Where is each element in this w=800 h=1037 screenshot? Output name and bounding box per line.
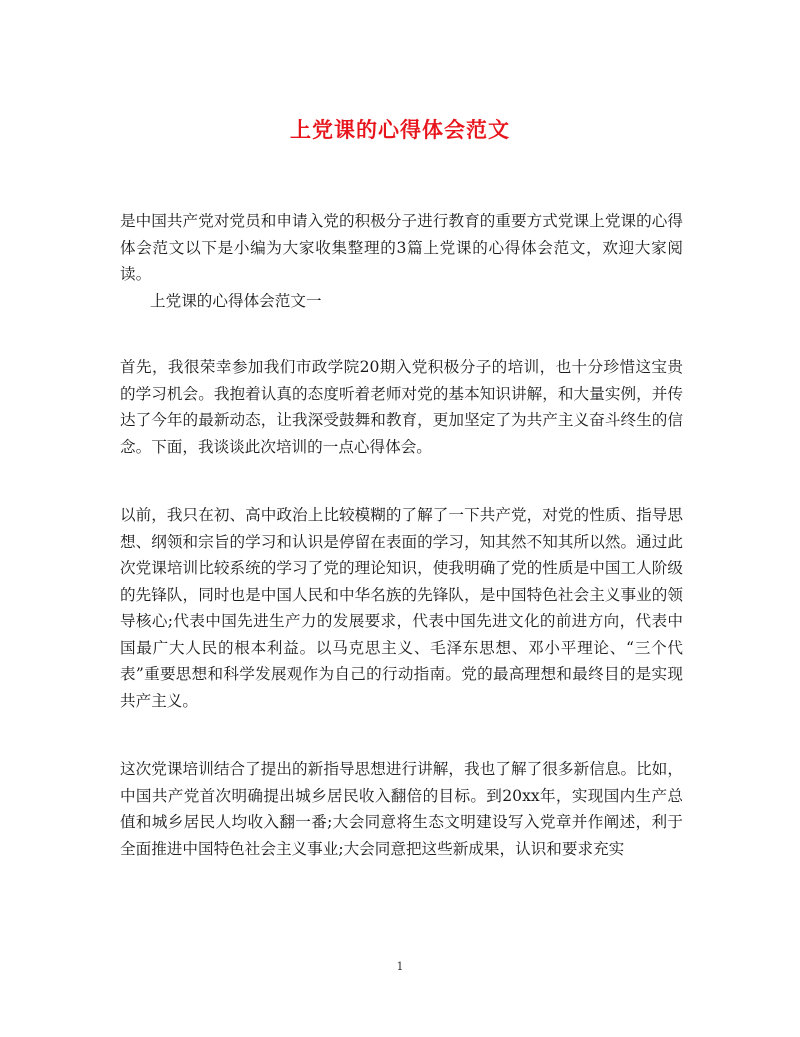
body-paragraph-3: 这次党课培训结合了提出的新指导思想进行讲解，我也了解了很多新信息。比如，中国共产党首次明确提出城乡居民收入翻倍的目标。到20xx年，实现国内生产总值和城乡居民人均收入翻一番;大会同意将生态文明建设写入党章并作阐述，利于全面推进中国特色社会主义事业;大会同意把这些新成果，认识和要求充实 (120, 760, 683, 858)
document-body (120, 208, 683, 862)
document-title: 上党课的心得体会范文 (290, 117, 510, 142)
page-number: 1 (396, 960, 404, 973)
intro-paragraph: 是中国共产党对党员和申请入党的积极分子进行教育的重要方式党课上党课的心得体会范文以下是小编为大家收集整理的3篇上党课的心得体会范文，欢迎大家阅读。 (120, 212, 683, 283)
body-paragraph-1: 首先，我很荣幸参加我们市政学院20期入党积极分子的培训，也十分珍惜这宝贵的学习机会。我抱着认真的态度听着老师对党的基本知识讲解，和大量实例，并传达了今年的最新动态，让我深受鼓舞和教育，更加坚定了为共产主义奋斗终生的信念。下面，我谈谈此次培训的一点心得体会。 (120, 358, 683, 456)
section-subheading: 上党课的心得体会范文一 (150, 291, 322, 310)
body-paragraph-2: 以前，我只在初、高中政治上比较模糊的了解了一下共产党，对党的性质、指导思想、纲领和宗旨的学习和认识是停留在表面的学习，知其然不知其所以然。通过此次党课培训比较系统的学习了党的理论知识，使我明确了党的性质是中国工人阶级的先锋队，同时也是中国人民和中华名族的先锋队，是中国特色社会主义事业的领导核心;代表中国先进生产力的发展要求，代表中国先进文化的前进方向，代表中国最广大人民的根本利益。以马克思主义、毛泽东思想、邓小平理论、“三个代表”重要思想和科学发展观作为自己的行动指南。党的最高理想和最终目的是实现共产主义。 (120, 506, 683, 710)
